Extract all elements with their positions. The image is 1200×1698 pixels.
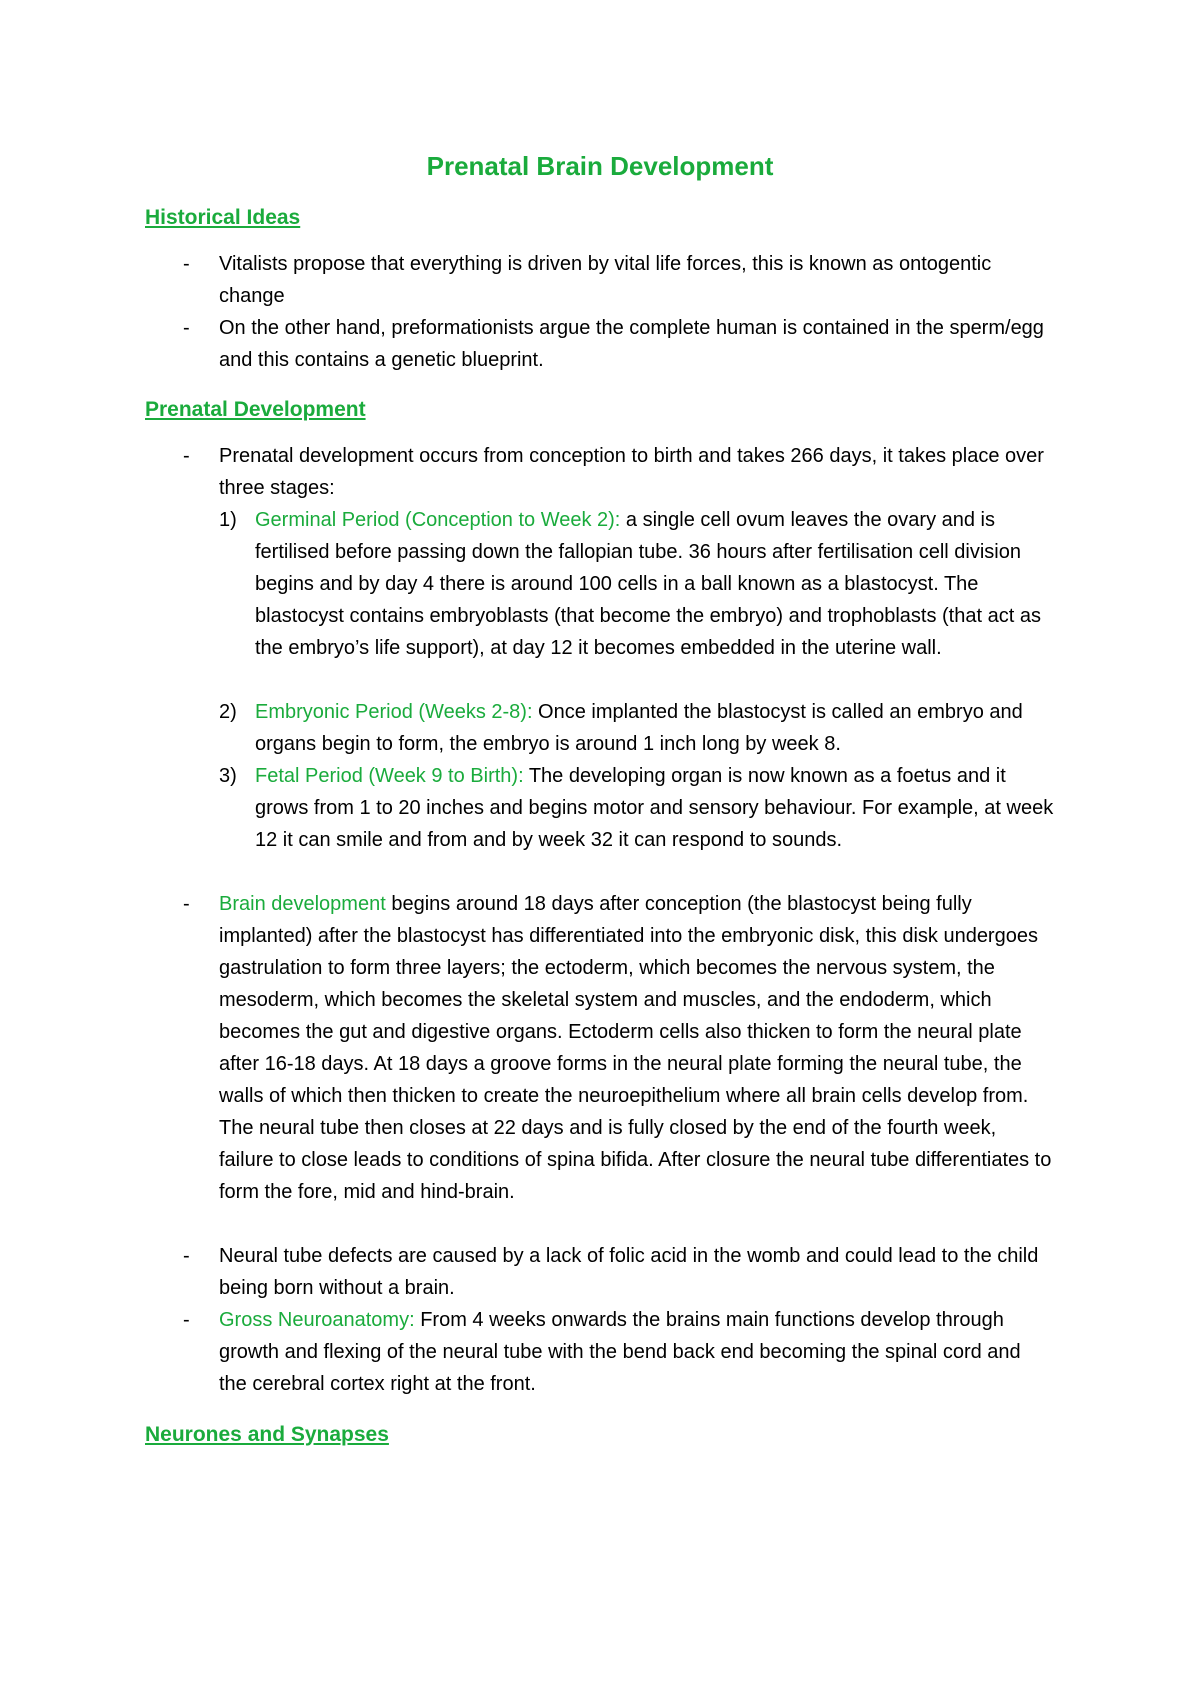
section-heading-neurones-and-synapses: Neurones and Synapses: [145, 1423, 389, 1446]
gross-neuroanatomy-label: Gross Neuroanatomy:: [219, 1309, 415, 1331]
gross-neuroanatomy-text: From 4 weeks onwards the brains main functions develop through growth and flexing of the neural tube with the bend back end becoming the spinal cord and the cerebral cortex right at the front.: [219, 1309, 1021, 1395]
bullet-dash: -: [183, 253, 190, 275]
stage-description: Once implanted the blastocyst is called an embryo and organs begin to form, the embryo is around 1 inch long by week 8.: [255, 701, 1023, 755]
numbered-item-germinal-period: [219, 504, 1059, 664]
list-item: [183, 312, 1053, 376]
bullet-dash: -: [183, 1309, 190, 1331]
list-item-gross-neuroanatomy: [183, 1304, 1053, 1400]
item-number: 3): [219, 765, 237, 787]
brain-development-label: Brain development: [219, 893, 386, 915]
bullet-text: [219, 1304, 1053, 1400]
item-text: [255, 504, 1059, 664]
item-number: 1): [219, 509, 237, 531]
list-item: [183, 248, 1053, 312]
item-text: [255, 760, 1059, 856]
stage-label: Germinal Period (Conception to Week 2):: [255, 509, 621, 531]
section-heading-prenatal-development: Prenatal Development: [145, 398, 366, 421]
bullet-text: Prenatal development occurs from conception to birth and takes 266 days, it takes place over three stages:: [219, 445, 1044, 499]
stage-label: Fetal Period (Week 9 to Birth):: [255, 765, 524, 787]
list-item-neural-tube-defects: [183, 1240, 1053, 1304]
section-heading-historical-ideas: Historical Ideas: [145, 206, 301, 229]
bullet-dash: -: [183, 317, 190, 339]
bullet-dash: -: [183, 445, 190, 467]
item-text: [255, 696, 1059, 760]
brain-development-text: begins around 18 days after conception (the blastocyst being fully implanted) after the blastocyst has differentiated into the embryonic disk, this disk undergoes gastrulation to form three layers; the ectoderm, which becomes the nervous system, the mesoderm, which becomes the skeletal system and muscles, and the endoderm, which becomes the gut and digestive organs. Ectoderm cells also thicken to form the neural plate after 16-18 days. At 18 days a groove forms in the neural plate forming the neural tube, the walls of which then thicken to create the neuroepithelium where all brain cells develop from. The neural tube then closes at 22 days and is fully closed by the end of the fourth week, failure to close leads to conditions of spina bifida. After closure the neural tube differentiates to form the fore, mid and hind-brain.: [219, 893, 1052, 1203]
item-number: 2): [219, 701, 237, 723]
numbered-item-embryonic-period: [219, 696, 1059, 760]
bullet-text: Neural tube defects are caused by a lack of folic acid in the womb and could lead to the child being born without a brain.: [219, 1245, 1039, 1299]
bullet-text: On the other hand, preformationists argue the complete human is contained in the sperm/egg and this contains a genetic blueprint.: [219, 317, 1044, 371]
page-title: Prenatal Brain Development: [426, 151, 774, 181]
bullet-text: [219, 888, 1053, 1208]
numbered-item-fetal-period: [219, 760, 1059, 856]
bullet-dash: -: [183, 893, 190, 915]
bullet-text: Vitalists propose that everything is driven by vital life forces, this is known as ontogentic change: [219, 253, 992, 307]
stage-label: Embryonic Period (Weeks 2-8):: [255, 701, 533, 723]
list-item-brain-development: [183, 888, 1053, 1208]
list-item: [183, 440, 1053, 504]
stage-description: The developing organ is now known as a foetus and it grows from 1 to 20 inches and begins motor and sensory behaviour. For example, at week 12 it can smile and from and by week 32 it can respond to sounds.: [255, 765, 1054, 851]
bullet-dash: -: [183, 1245, 190, 1267]
stage-description: a single cell ovum leaves the ovary and is fertilised before passing down the fallopian tube. 36 hours after fertilisation cell division begins and by day 4 there is around 100 cells in a ball known as a blastocyst. The blastocyst contains embryoblasts (that become the embryo) and trophoblasts (that act as the embryo’s life support), at day 12 it becomes embedded in the uterine wall.: [255, 509, 1041, 659]
